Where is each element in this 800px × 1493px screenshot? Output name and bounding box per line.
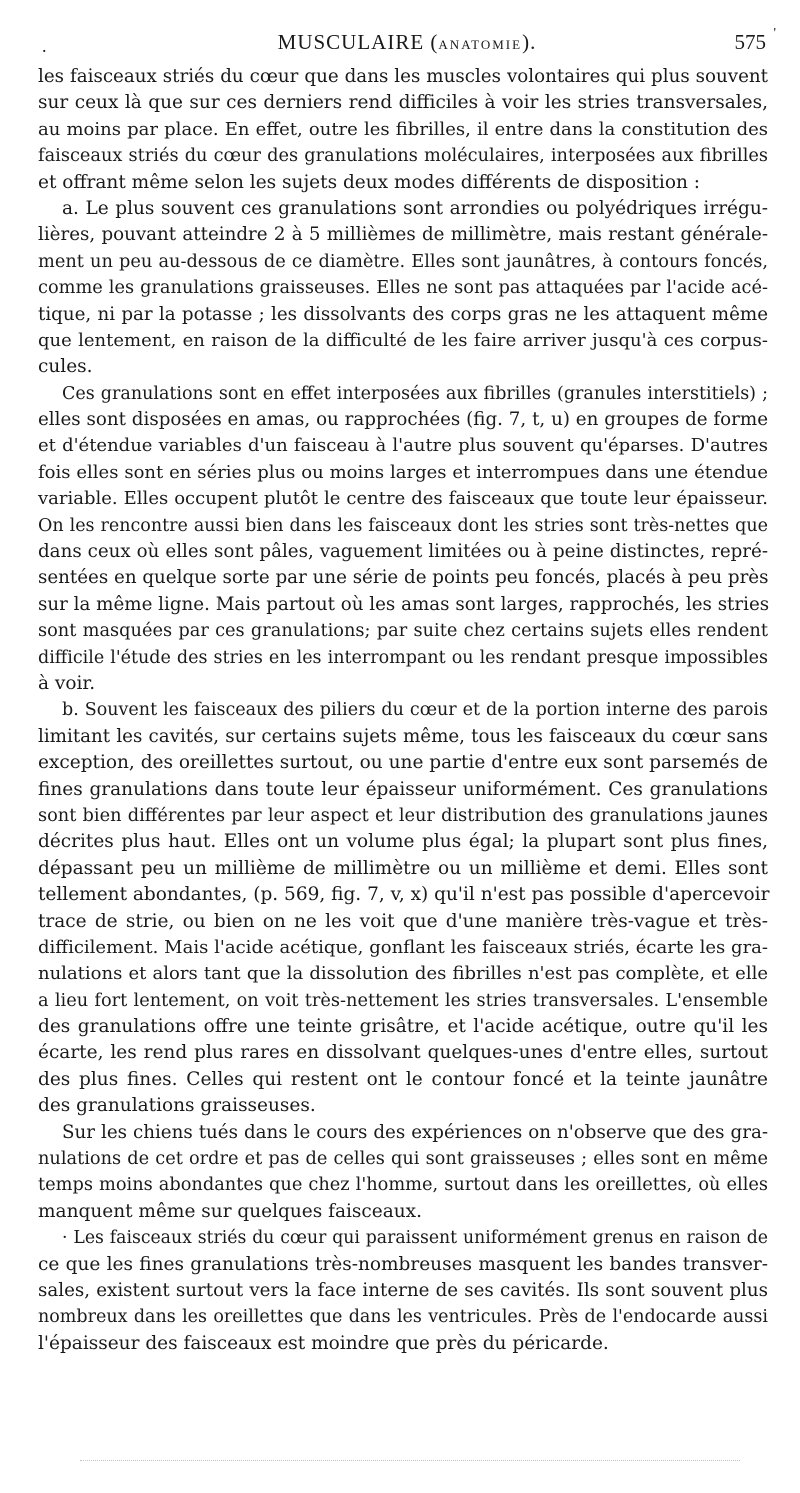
running-title bbox=[38, 30, 776, 55]
text-line: a. Le plus souvent ces granulations sont arrondies ou polyédriques irrégu- bbox=[62, 197, 768, 219]
text-line: que lentement, en raison de la difficulté de les faire arriver jusqu'à ces corpus- bbox=[38, 329, 768, 351]
running-title-end: ). bbox=[522, 30, 537, 54]
text-line: au moins par place. En effet, outre les fibrilles, il entre dans la constitution des bbox=[38, 118, 768, 140]
text-line: des granulations offre une teinte grisâtre, et l'acide acétique, outre qu'il les bbox=[38, 1016, 768, 1038]
text-line: sentées en quelque sorte par une série de points peu foncés, placés à peu près bbox=[38, 567, 769, 589]
text-line: elles sont disposées en amas, ou rapprochées (fig. 7, t, u) en groupes de forme bbox=[38, 409, 768, 431]
text-line: tique, ni par la potasse ; les dissolvants des corps gras ne les attaquent même bbox=[38, 303, 768, 325]
running-title-main: MUSCULAIRE ( bbox=[277, 30, 439, 54]
text-line: sales, existent surtout vers la face interne de ses cavités. Ils sont souvent plus bbox=[38, 1279, 768, 1301]
text-line: nulations et alors tant que la dissolution des fibrilles n'est pas complète, et elle bbox=[38, 963, 768, 985]
text-line: b. Souvent les faisceaux des piliers du cœur et de la portion interne des parois bbox=[62, 700, 768, 721]
bottom-bleed-marks bbox=[80, 1460, 740, 1463]
text-line: fines granulations dans toute leur épaisseur uniformément. Ces granulations bbox=[38, 778, 768, 800]
text-line: On les rencontre aussi bien dans les faisceaux dont les stries sont très-nettes que bbox=[38, 515, 768, 536]
text-line: et offrant même selon les sujets deux modes différents de disposition : bbox=[38, 171, 701, 193]
text-line: comme les granulations graisseuses. Elles ne sont pas attaquées par l'acide acé- bbox=[38, 278, 768, 299]
text-line: et d'étendue variables d'un faisceau à l'autre plus souvent qu'éparses. D'autres bbox=[38, 435, 768, 457]
text-line: l'épaisseur des faisceaux est moindre que près du péricarde. bbox=[38, 1332, 609, 1354]
text-line: difficilement. Mais l'acide acétique, gonflant les faisceaux striés, écarte les gra- bbox=[38, 936, 768, 958]
text-line: cules. bbox=[38, 356, 93, 378]
text-line: décrites plus haut. Elles ont un volume plus égal; la plupart sont plus fines, bbox=[38, 831, 768, 853]
text-line: temps moins abondantes que chez l'homme, surtout dans les oreillettes, où elles bbox=[38, 1175, 768, 1196]
running-header bbox=[38, 26, 776, 60]
text-line: exception, des oreillettes surtout, ou une partie d'entre eux sont parsemés de bbox=[38, 752, 768, 774]
text-line: manquent même sur quelques faisceaux. bbox=[38, 1200, 422, 1222]
text-line: sur ceux là que sur ces derniers rend difficiles à voir les stries transversales, bbox=[38, 92, 768, 114]
header-mark-right: ' bbox=[773, 26, 776, 41]
text-line: tellement abondantes, (p. 569, fig. 7, v, x) qu'il n'est pas possible d'apercevoir bbox=[38, 884, 770, 906]
text-line: nombreux dans les oreillettes que dans les ventricules. Près de l'endocarde aussi bbox=[38, 1307, 768, 1328]
text-line: ce que les fines granulations très-nombreuses masquent les bandes transver- bbox=[38, 1253, 768, 1275]
text-line: à voir. bbox=[38, 672, 96, 694]
text-line: a lieu fort lentement, on voit très-nettement les stries transversales. L'ensemble bbox=[38, 990, 768, 1011]
header-mark-left: . bbox=[42, 36, 47, 56]
text-line: dans ceux où elles sont pâles, vaguement limitées ou à peine distinctes, repré- bbox=[38, 541, 768, 563]
text-line: sont bien différentes par leur aspect et leur distribution des granulations jaunes bbox=[38, 805, 768, 826]
text-line: limitant les cavités, sur certains sujets même, tous les faisceaux du cœur sans bbox=[38, 725, 768, 747]
text-line: · Les faisceaux striés du cœur qui paraissent uniformément grenus en raison de bbox=[62, 1228, 768, 1249]
text-line: écarte, les rend plus rares en dissolvant quelques-unes d'entre elles, surtout bbox=[38, 1042, 768, 1064]
text-line: les faisceaux striés du cœur que dans les muscles volontaires qui plus souvent bbox=[38, 66, 768, 87]
text-line: lières, pouvant atteindre 2 à 5 millièmes de millimètre, mais restant générale- bbox=[38, 224, 768, 246]
text-line: faisceaux striés du cœur des granulations moléculaires, interposées aux fibrilles bbox=[38, 146, 768, 167]
text-line: Ces granulations sont en effet interposées aux fibrilles (granules interstitiels) ; bbox=[62, 383, 768, 404]
text-line: sont masquées par ces granulations; par suite chez certains sujets elles rendent bbox=[38, 621, 768, 642]
text-line: nulations de cet ordre et pas de celles qui sont graisseuses ; elles sont en même bbox=[38, 1149, 768, 1170]
text-line: sur la même ligne. Mais partout où les amas sont larges, rapprochés, les stries bbox=[38, 593, 770, 615]
text-line: des granulations graisseuses. bbox=[38, 1095, 316, 1117]
text-line: variable. Elles occupent plutôt le centre des faisceaux que toute leur épaisseur. bbox=[38, 488, 768, 510]
body-text bbox=[38, 64, 768, 1357]
text-line: difficile l'étude des stries en les interrompant ou les rendant presque impossibles bbox=[38, 647, 768, 668]
text-line: fois elles sont en séries plus ou moins larges et interrompues dans une étendue bbox=[38, 461, 768, 483]
text-line: ment un peu au-dessous de ce diamètre. Elles sont jaunâtres, à contours foncés, bbox=[38, 251, 768, 272]
text-line: Sur les chiens tués dans le cours des expériences on n'observe que des gra- bbox=[62, 1121, 768, 1143]
page-number: 575 bbox=[734, 30, 766, 54]
text-line: des plus fines. Celles qui restent ont le contour foncé et la teinte jaunâtre bbox=[38, 1068, 768, 1090]
running-title-subject: ANATOMIE bbox=[438, 37, 523, 52]
text-line: dépassant peu un millième de millimètre ou un millième et demi. Elles sont bbox=[38, 857, 768, 879]
text-line: trace de strie, ou bien on ne les voit que d'une manière très-vague et très- bbox=[38, 910, 768, 932]
